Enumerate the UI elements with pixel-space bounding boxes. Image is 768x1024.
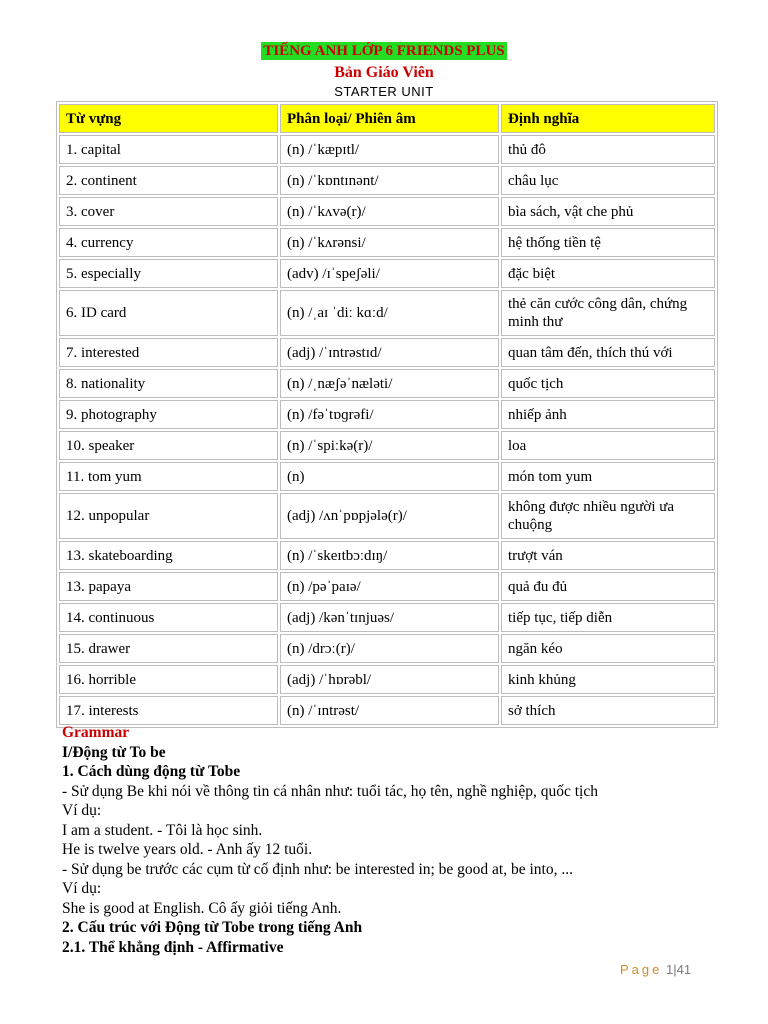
cell-word: 7. interested: [59, 338, 278, 367]
page-total: 41: [676, 962, 692, 977]
table-row: [59, 603, 715, 632]
cell-definition: hệ thống tiền tệ: [501, 228, 715, 257]
page-separator: |: [673, 962, 677, 977]
cell-pronunciation: (adj) /ˈɪntrəstɪd/: [280, 338, 499, 367]
table-row: [59, 228, 715, 257]
table-row: [59, 197, 715, 226]
cell-definition: nhiếp ảnh: [501, 400, 715, 429]
cell-pronunciation: (n) /ˌaɪ ˈdiː kɑːd/: [280, 290, 499, 336]
cell-definition: sở thích: [501, 696, 715, 725]
cell-definition: bìa sách, vật che phủ: [501, 197, 715, 226]
cell-definition: quan tâm đến, thích thú với: [501, 338, 715, 367]
cell-pronunciation: (n) /ˈkæpɪtl/: [280, 135, 499, 164]
table-row: [59, 166, 715, 195]
cell-definition: ngăn kéo: [501, 634, 715, 663]
table-row: [59, 696, 715, 725]
cell-pronunciation: (n): [280, 462, 499, 491]
subheading-affirmative: 2.1. Thể khẳng định - Affirmative: [62, 938, 284, 956]
cell-definition: thẻ căn cước công dân, chứng minh thư: [501, 290, 715, 336]
page-footer: [620, 962, 691, 977]
subheading-structure: 2. Cấu trúc với Động từ Tobe trong tiếng Anh: [62, 919, 363, 936]
cell-word: 8. nationality: [59, 369, 278, 398]
subheading-usage: 1. Cách dùng động từ Tobe: [62, 763, 241, 780]
table-row: [59, 400, 715, 429]
cell-word: 6. ID card: [59, 290, 278, 336]
example-label: Ví dụ:: [62, 802, 102, 819]
table-row: [59, 665, 715, 694]
cell-word: 3. cover: [59, 197, 278, 226]
cell-pronunciation: (n) /fəˈtɒɡrəfi/: [280, 400, 499, 429]
cell-pronunciation: (adj) /ʌnˈpɒpjələ(r)/: [280, 493, 499, 539]
document-subtitle: Bản Giáo Viên: [334, 64, 434, 81]
page-label: Page: [620, 962, 663, 977]
header-word: Từ vựng: [59, 104, 278, 133]
cell-word: 12. unpopular: [59, 493, 278, 539]
cell-pronunciation: (n) /pəˈpaɪə/: [280, 572, 499, 601]
cell-pronunciation: (adj) /ˈhɒrəbl/: [280, 665, 499, 694]
table-row: [59, 338, 715, 367]
cell-word: 13. skateboarding: [59, 541, 278, 570]
table-header-row: [59, 104, 715, 133]
page-number: 1: [666, 962, 674, 977]
cell-pronunciation: (n) /ˈspiːkə(r)/: [280, 431, 499, 460]
usage-line-2: - Sử dụng be trước các cụm từ cố định như: be interested in; be good at, be into, ...: [62, 860, 573, 878]
table-row: [59, 290, 715, 336]
cell-definition: loa: [501, 431, 715, 460]
table-row: [59, 259, 715, 288]
table-row: [59, 431, 715, 460]
table-row: [59, 462, 715, 491]
cell-word: 2. continent: [59, 166, 278, 195]
cell-word: 11. tom yum: [59, 462, 278, 491]
cell-word: 13. papaya: [59, 572, 278, 601]
vocabulary-table: [56, 101, 718, 728]
header-definition: Định nghĩa: [501, 104, 715, 133]
cell-word: 4. currency: [59, 228, 278, 257]
cell-word: 16. horrible: [59, 665, 278, 694]
cell-word: 17. interests: [59, 696, 278, 725]
cell-pronunciation: (n) /ˈkʌvə(r)/: [280, 197, 499, 226]
cell-definition: đặc biệt: [501, 259, 715, 288]
cell-pronunciation: (n) /ˈskeɪtbɔːdɪŋ/: [280, 541, 499, 570]
cell-word: 10. speaker: [59, 431, 278, 460]
cell-definition: trượt ván: [501, 541, 715, 570]
example-sentence: I am a student. - Tôi là học sinh.: [62, 821, 263, 839]
cell-definition: thủ đô: [501, 135, 715, 164]
cell-word: 15. drawer: [59, 634, 278, 663]
table-row: [59, 541, 715, 570]
cell-pronunciation: (n) /drɔː(r)/: [280, 634, 499, 663]
cell-definition: kinh khủng: [501, 665, 715, 694]
document-title: TIẾNG ANH LỚP 6 FRIENDS PLUS: [263, 43, 505, 59]
cell-word: 9. photography: [59, 400, 278, 429]
cell-pronunciation: (adv) /ɪˈspeʃəli/: [280, 259, 499, 288]
cell-pronunciation: (n) /ˌnæʃəˈnæləti/: [280, 369, 499, 398]
cell-definition: tiếp tục, tiếp diễn: [501, 603, 715, 632]
cell-word: 1. capital: [59, 135, 278, 164]
example-sentence: He is twelve years old. - Anh ấy 12 tuổi.: [62, 841, 313, 858]
cell-pronunciation: (n) /ˈɪntrəst/: [280, 696, 499, 725]
table-row: [59, 634, 715, 663]
usage-line-1: - Sử dụng Be khi nói về thông tin cá nhân như: tuổi tác, họ tên, nghề nghiệp, quốc tịch: [62, 782, 598, 800]
example-label: Ví dụ:: [62, 880, 102, 897]
table-row: [59, 493, 715, 539]
table-row: [59, 369, 715, 398]
example-sentence: She is good at English. Cô ấy giỏi tiếng Anh.: [62, 899, 342, 917]
cell-pronunciation: (n) /ˈkɒntɪnənt/: [280, 166, 499, 195]
table-row: [59, 572, 715, 601]
unit-heading: STARTER UNIT: [334, 84, 434, 99]
grammar-section: [62, 723, 742, 957]
cell-definition: quốc tịch: [501, 369, 715, 398]
cell-word: 5. especially: [59, 259, 278, 288]
cell-definition: châu lục: [501, 166, 715, 195]
cell-pronunciation: (n) /ˈkʌrənsi/: [280, 228, 499, 257]
vocabulary-rows: [59, 135, 715, 725]
cell-definition: quả đu đủ: [501, 572, 715, 601]
grammar-heading: Grammar: [62, 724, 130, 741]
table-row: [59, 135, 715, 164]
header-pronunciation: Phân loại/ Phiên âm: [280, 104, 499, 133]
cell-pronunciation: (adj) /kənˈtɪnjuəs/: [280, 603, 499, 632]
cell-definition: món tom yum: [501, 462, 715, 491]
cell-word: 14. continuous: [59, 603, 278, 632]
section-heading-to-be: I/Động từ To be: [62, 743, 166, 761]
cell-definition: không được nhiều người ưa chuộng: [501, 493, 715, 539]
